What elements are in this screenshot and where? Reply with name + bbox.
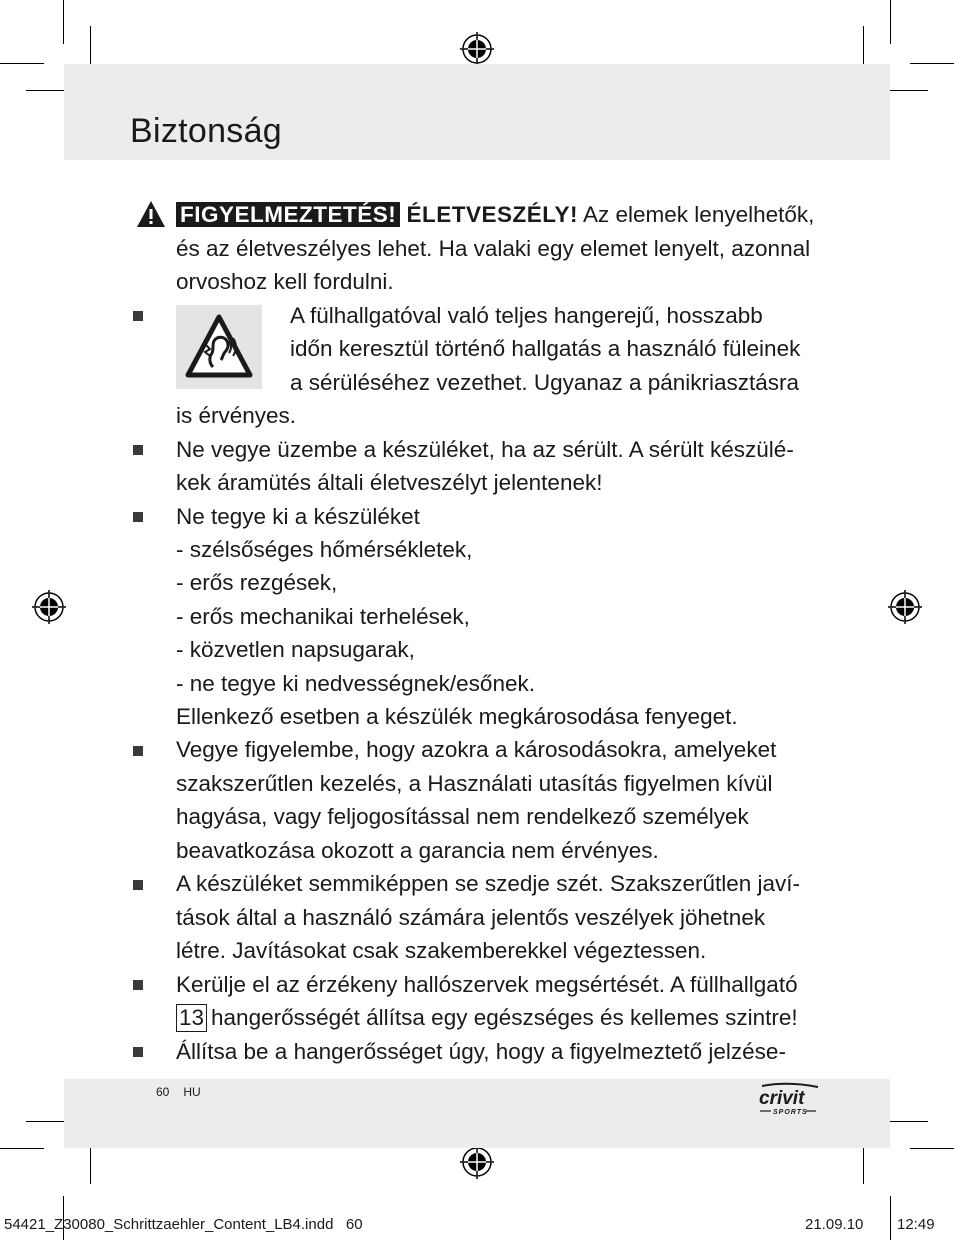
- bullet-icon: [133, 746, 143, 756]
- hearing-damage-icon: [176, 305, 262, 389]
- crop-mark: [910, 1148, 954, 1149]
- part-reference: 13: [176, 1004, 207, 1032]
- slug-file: 54421_Z30080_Schrittzaehler_Content_LB4.indd 60: [4, 1216, 363, 1233]
- warning-line-3: orvoshoz kell fordulni.: [176, 269, 394, 294]
- logo-text: crivit: [759, 1088, 805, 1109]
- hearing-line-3: a sérüléséhez vezethet. Ugyanaz a pánikriasztásra: [290, 370, 800, 395]
- exposure-sub-2: - erős rezgések,: [176, 570, 338, 595]
- warning-line-1: [176, 198, 814, 232]
- logo-subtext: SPORTS: [773, 1109, 808, 1116]
- bullet-icon: [133, 311, 143, 321]
- warranty-line-2: szakszerűtlen kezelés, a Használati utasítás figyelmen kívül: [176, 771, 773, 796]
- crop-mark: [910, 63, 954, 64]
- volume-line-2: [176, 1001, 798, 1035]
- disassemble-line-1: A készüléket semmiképpen se szedje szét. Szakszerűtlen javí-: [176, 871, 801, 896]
- warning-text: Az elemek lenyelhetők,: [583, 202, 815, 227]
- slug-time: 12:49: [897, 1216, 935, 1233]
- warning-tag: FIGYELMEZTETÉS!: [176, 202, 400, 227]
- warning-triangle-icon: [136, 200, 166, 228]
- signal-line-1: Állítsa be a hangerősséget úgy, hogy a figyelmeztető jelzése-: [176, 1039, 786, 1064]
- exposure-line-1: Ne tegye ki a készüléket: [176, 504, 420, 529]
- damaged-line-2: kek áramütés általi életveszélyt jelentenek!: [176, 470, 603, 495]
- volume-text: hangerősségét állítsa egy egészséges és kellemes szintre!: [211, 1005, 798, 1030]
- crop-mark: [890, 0, 891, 44]
- exposure-sub-1: - szélsőséges hőmérsékletek,: [176, 537, 473, 562]
- registration-mark-icon: [888, 590, 922, 624]
- language-code: HU: [183, 1085, 201, 1099]
- warranty-line-4: beavatkozása okozott a garancia nem érvényes.: [176, 838, 659, 863]
- disassemble-line-3: létre. Javításokat csak szakemberekkel végeztessen.: [176, 938, 707, 963]
- exposure-sub-5: - ne tegye ki nedvességnek/esőnek.: [176, 671, 535, 696]
- page-info: [156, 1085, 215, 1099]
- page-title: Biztonság: [130, 112, 283, 150]
- damaged-line-1: Ne vegye üzembe a készüléket, ha az sérült. A sérült készülé-: [176, 437, 794, 462]
- volume-line-1: Kerülje el az érzékeny hallószervek megsértését. A füllhallgató: [176, 972, 798, 997]
- bullet-icon: [133, 1047, 143, 1057]
- hearing-line-2: időn keresztül történő hallgatás a használó füleinek: [290, 336, 801, 361]
- page-number: 60: [156, 1085, 170, 1099]
- bullet-icon: [133, 880, 143, 890]
- registration-mark-icon: [32, 590, 66, 624]
- warning-line-2: és az életveszélyes lehet. Ha valaki egy elemet lenyelt, azonnal: [176, 236, 811, 261]
- registration-mark-icon: [460, 1145, 494, 1179]
- disassemble-line-2: tások által a használó számára jelentős veszélyek jöhetnek: [176, 905, 766, 930]
- hearing-line-1: A fülhallgatóval való teljes hangerejű, hosszabb: [290, 303, 763, 328]
- crop-mark: [890, 1196, 891, 1240]
- slug-date: 21.09.10: [805, 1216, 864, 1233]
- exposure-sub-3: - erős mechanikai terhelések,: [176, 604, 470, 629]
- danger-label: ÉLETVESZÉLY!: [406, 202, 578, 227]
- crop-mark: [63, 0, 64, 44]
- exposure-line-end: Ellenkező esetben a készülék megkárosodása fenyeget.: [176, 704, 738, 729]
- registration-mark-icon: [460, 32, 494, 66]
- bullet-icon: [133, 980, 143, 990]
- exposure-sub-4: - közvetlen napsugarak,: [176, 637, 415, 662]
- crop-mark: [884, 1121, 928, 1122]
- bullet-icon: [133, 445, 143, 455]
- crop-mark: [0, 63, 44, 64]
- crivit-logo: [758, 1082, 820, 1116]
- hearing-line-4: is érvényes.: [176, 403, 297, 428]
- crop-mark: [0, 1148, 44, 1149]
- warranty-line-1: Vegye figyelembe, hogy azokra a károsodásokra, amelyeket: [176, 737, 777, 762]
- crop-mark: [884, 90, 928, 91]
- bullet-icon: [133, 512, 143, 522]
- warranty-line-3: hagyása, vagy feljogosítással nem rendelkező személyek: [176, 804, 749, 829]
